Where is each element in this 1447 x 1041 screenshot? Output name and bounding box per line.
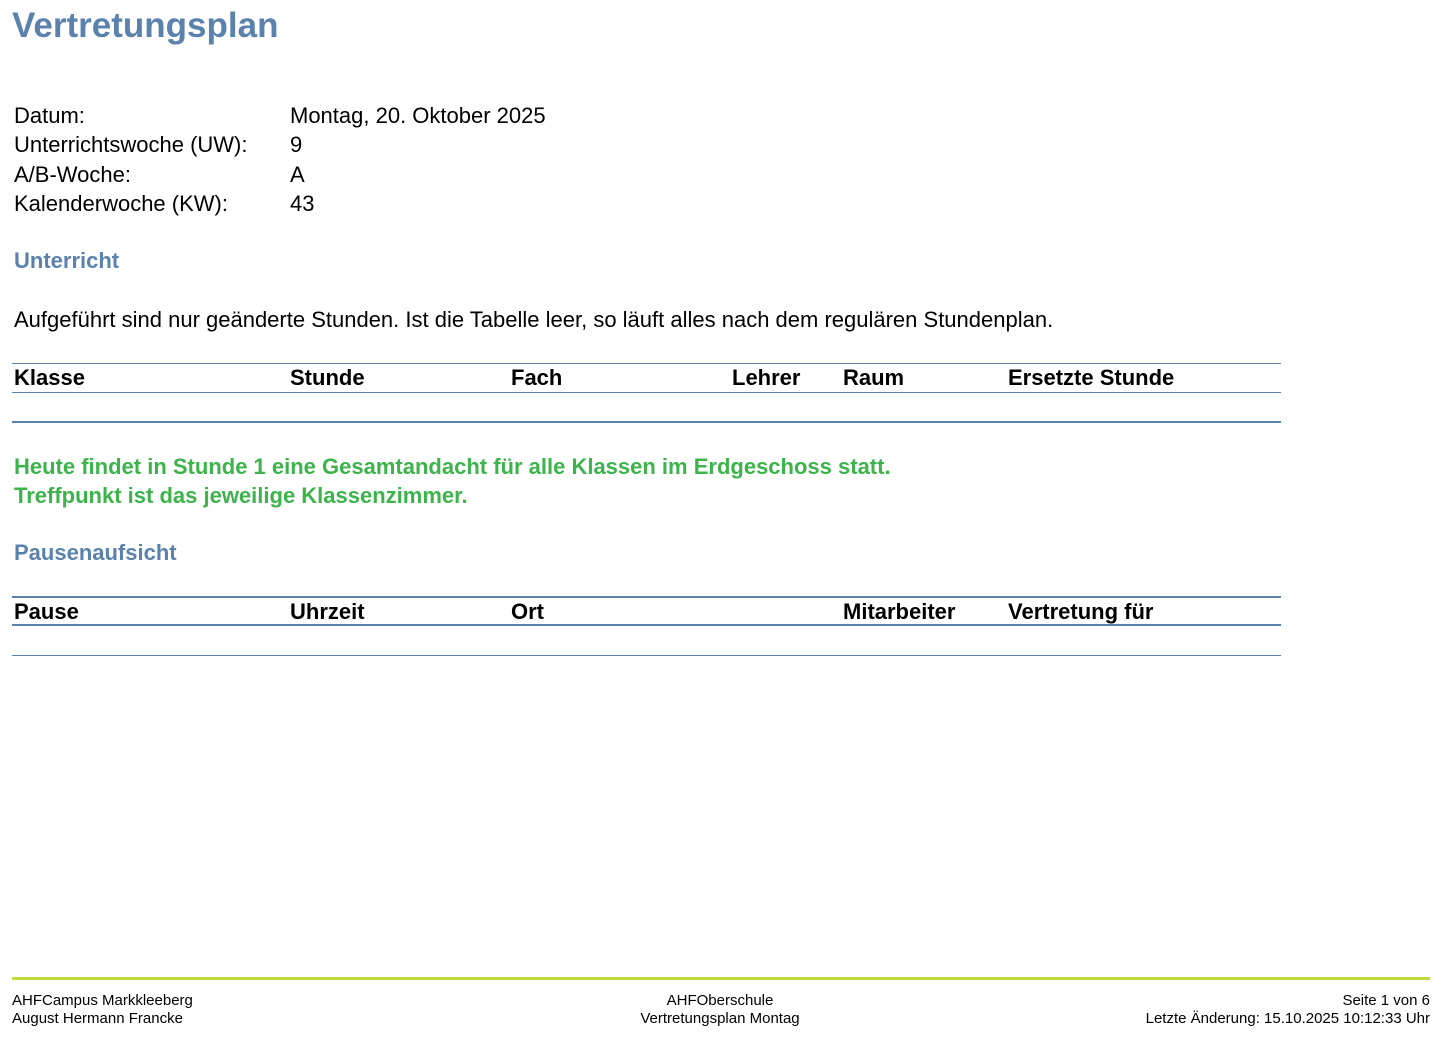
footer-school-founder: August Hermann Francke — [12, 1010, 183, 1027]
column-header-stunde: Stunde — [290, 365, 365, 390]
footer-last-modified: Letzte Änderung: 15.10.2025 10:12:33 Uhr — [1145, 1010, 1430, 1027]
page-title: Vertretungsplan — [12, 6, 279, 45]
table-header — [12, 363, 1281, 393]
section-heading-pausenaufsicht: Pausenaufsicht — [14, 540, 177, 565]
table-body-empty — [12, 393, 1281, 423]
column-header-vertretung-fuer: Vertretung für — [1008, 599, 1154, 624]
column-header-klasse: Klasse — [14, 365, 85, 390]
info-row-datum — [14, 101, 546, 130]
info-row-kalenderwoche — [14, 189, 546, 218]
section-heading-unterricht: Unterricht — [14, 248, 120, 273]
column-header-ersetzte-stunde: Ersetzte Stunde — [1008, 365, 1175, 390]
info-block — [14, 101, 546, 218]
footer-left — [12, 992, 193, 1028]
info-label: Unterrichtswoche (UW): — [14, 132, 248, 158]
announcement-line: Heute findet in Stunde 1 eine Gesamtandacht für alle Klassen im Erdgeschoss statt. — [14, 454, 891, 479]
unterricht-note: Aufgeführt sind nur geänderte Stunden. Ist die Tabelle leer, so läuft alles nach dem regulären Stundenplan. — [14, 307, 1054, 332]
column-header-mitarbeiter: Mitarbeiter — [843, 599, 956, 624]
column-header-raum: Raum — [843, 365, 905, 390]
unterricht-table — [12, 363, 1281, 423]
column-header-pause: Pause — [14, 599, 79, 624]
announcement-line: Treffpunkt ist das jeweilige Klassenzimmer. — [14, 483, 468, 508]
info-label: Kalenderwoche (KW): — [14, 190, 228, 216]
info-row-ab-woche — [14, 160, 546, 189]
info-label: A/B-Woche: — [14, 161, 131, 187]
footer-campus: AHFCampus Markkleeberg — [12, 992, 193, 1009]
footer-document-name: Vertretungsplan Montag — [640, 1010, 800, 1027]
info-value: Montag, 20. Oktober 2025 — [290, 103, 546, 128]
table-header — [12, 596, 1281, 626]
footer-page-number: Seite 1 von 6 — [1342, 992, 1430, 1009]
pausenaufsicht-table — [12, 596, 1281, 656]
column-header-lehrer: Lehrer — [732, 365, 801, 390]
info-value: 9 — [290, 132, 303, 158]
column-header-fach: Fach — [511, 365, 563, 390]
table-body-empty — [12, 626, 1281, 656]
info-label: Datum: — [14, 103, 85, 128]
footer-center — [570, 992, 870, 1028]
column-header-uhrzeit: Uhrzeit — [290, 599, 365, 624]
footer-school: AHFOberschule — [666, 992, 774, 1009]
column-header-ort: Ort — [511, 599, 544, 624]
announcement — [14, 452, 891, 510]
info-value: A — [290, 161, 305, 187]
info-row-unterrichtswoche — [14, 130, 546, 159]
footer-divider — [12, 977, 1430, 980]
footer-right — [1146, 992, 1430, 1028]
info-value: 43 — [290, 190, 315, 216]
